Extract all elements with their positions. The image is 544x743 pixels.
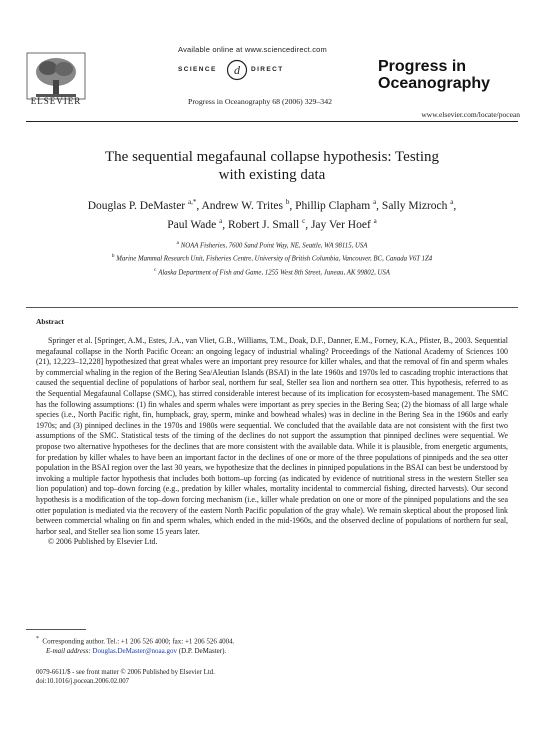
author-line-2: Paul Wade $^a$, Robert J. Small $^c$, Jay Ver Hoef $^a$: [167, 216, 377, 231]
footnote-marker: *: [36, 636, 39, 642]
journal-title: [378, 58, 490, 92]
sciencedirect-right-word: DIRECT: [251, 66, 284, 73]
email-link[interactable]: Douglas.DeMaster@noaa.gov: [92, 646, 177, 655]
issn-line: 0079-6611/$ - see front matter © 2006 Published by Elsevier Ltd.: [36, 669, 215, 676]
author-affiliation-marker[interactable]: a,*: [188, 198, 197, 206]
sciencedirect-logo: [178, 59, 338, 81]
svg-text:d: d: [234, 63, 240, 77]
author-affiliation-marker[interactable]: a: [450, 198, 454, 206]
author-affiliation-marker[interactable]: b: [285, 198, 290, 206]
author-affiliation-marker[interactable]: a: [373, 216, 377, 225]
corresponding-author-note: * Corresponding author. Tel.: +1 206 526 4000; fax: +1 206 526 4004.: [36, 636, 235, 646]
journal-url-link[interactable]: www.elsevier.com/locate/pocean: [421, 110, 520, 119]
footnote-rule: [26, 629, 86, 630]
email-label: E-mail address:: [46, 646, 91, 655]
author-name: Paul Wade: [167, 218, 217, 231]
abstract-heading: Abstract: [36, 317, 64, 326]
author-name: Jay Ver Hoef: [310, 218, 371, 231]
affiliation-list: [40, 238, 504, 278]
doi-link[interactable]: doi:10.1016/j.pocean.2006.02.007: [36, 678, 130, 685]
copyright-line: © 2006 Published by Elsevier Ltd.: [48, 537, 158, 547]
abstract-paragraph: Springer et al. [Springer, A.M., Estes, J.A., van Vliet, G.B., Williams, T.M., Doak, D.F., Danner, E.M., Forney, K.A., Pfister, B., 2003. Sequential megafaunal collapse in the North Pacific Ocean: an ongoing legacy of industrial whaling? Proceedings of the National Academy of Sciences 100 (21), 12,223–12,228] hypothesized that great whales were an important prey resource for killer whales, and that the removal of fin and sperm whales by commercial whaling in the region of the Bering Sea/Aleutian Islands (BSAI) in the late 1960s and 1970s led to cascading trophic interactions that caused the sequential decline of populations of harbor seal, northern fur seal, Steller sea lion and northern sea otter. This hypothesis, referred to as the Sequential Megafaunal Collapse (SMC), has stirred considerable interest because of its implication for ecosystem-based management. The SMC has the following assumptions: (1) fin whales and sperm whales were important as prey species in the Bering Sea; (2) the biomass of all large whale species (i.e., North Pacific right, fin, humpback, gray, sperm, minke and bowhead whales) was in decline in the Bering Sea in the 1960s and early 1970s; and (3) pinniped declines in the 1970s and 1980s were sequential. We concluded that the available data are not consistent with the first two assumptions of the SMC. Statistical tests of the timing of the declines do not support the assumption that pinniped declines were sequential. We propose two alternative hypotheses for the declines that are more consistent with the available data. While it is plausible, from energetic arguments, for predation by killer whales to have been an important factor in the declines of one or more of the three populations of pinnipeds and the sea otter population in the BSAI region over the last 30 years, we hypothesize that the declines in pinniped populations in the BSAI can best be understood by invoking a multiple factor hypothesis that includes both bottom–up forcing (as indicated by evidence of nutritional stress in the western Steller sea lion population) and top–down forcing (e.g., predation by killer whales, mortality incidental to commercial fishing, directed harvests). Our second hypothesis is a modification of the top–down forcing mechanism (i.e., killer whale predation on one or more of the pinniped populations and the sea otter population is mediated via the recovery of the eastern North Pacific population of the gray whale). We remain skeptical about the proposed link between commercial whaling on fin and sperm whales, which ended in the mid-1960s, and the observed decline of populations of northern fur seal, harbor seal, and Steller sea lion some 15 years later.: [36, 336, 508, 536]
author-list: [30, 195, 514, 233]
abstract-rule: [26, 307, 518, 308]
affiliation-item: $^c$ Alaska Department of Fish and Game, 1255 West 8th Street, Juneau, AK 99802, USA: [154, 266, 390, 276]
abstract-body: [36, 336, 508, 548]
available-online-text: Available online at www.sciencedirect.com: [178, 45, 327, 54]
author-affiliation-marker[interactable]: c: [302, 216, 306, 225]
article-title-line-2: with existing data: [218, 167, 326, 183]
author-affiliation-marker[interactable]: a: [219, 216, 223, 225]
affiliation-item: $^a$ NOAA Fisheries, 7600 Sand Point Way, NE, Seattle, WA 98115, USA: [176, 240, 368, 250]
author-name: Sally Mizroch: [381, 199, 448, 212]
author-name: Douglas P. DeMaster: [87, 199, 186, 212]
article-title: [40, 148, 504, 184]
author-line-1: Douglas P. DeMaster $^{a,*}$, Andrew W. Trites $^b$, Phillip Clapham $^a$, Sally Mizroch $^a$,: [87, 198, 457, 212]
journal-title-line-1: Progress in: [378, 58, 467, 75]
elsevier-wordmark: ELSEVIER: [30, 96, 82, 106]
affiliation-item: $^b$ Marine Mammal Research Unit, Fisheries Centre, University of British Columbia, Vancouver, BC, Canada V6T 1Z4: [111, 253, 433, 263]
front-matter: [36, 668, 508, 686]
header-rule: [26, 121, 518, 122]
sciencedirect-left-word: SCIENCE: [178, 66, 217, 73]
author-name: Andrew W. Trites: [201, 199, 283, 212]
footnote: [36, 635, 508, 656]
journal-title-line-2: Oceanography: [378, 75, 491, 92]
sciencedirect-at-icon: [226, 59, 248, 81]
email-note: E-mail address: Douglas.DeMaster@noaa.gov (D.P. DeMaster).: [46, 646, 227, 655]
author-name: Phillip Clapham: [295, 199, 371, 212]
journal-citation: Progress in Oceanography 68 (2006) 329–342: [188, 97, 332, 106]
author-name: Robert J. Small: [227, 218, 300, 231]
article-title-line-1: The sequential megafaunal collapse hypothesis: Testing: [105, 149, 439, 165]
author-affiliation-marker[interactable]: a: [373, 198, 377, 206]
